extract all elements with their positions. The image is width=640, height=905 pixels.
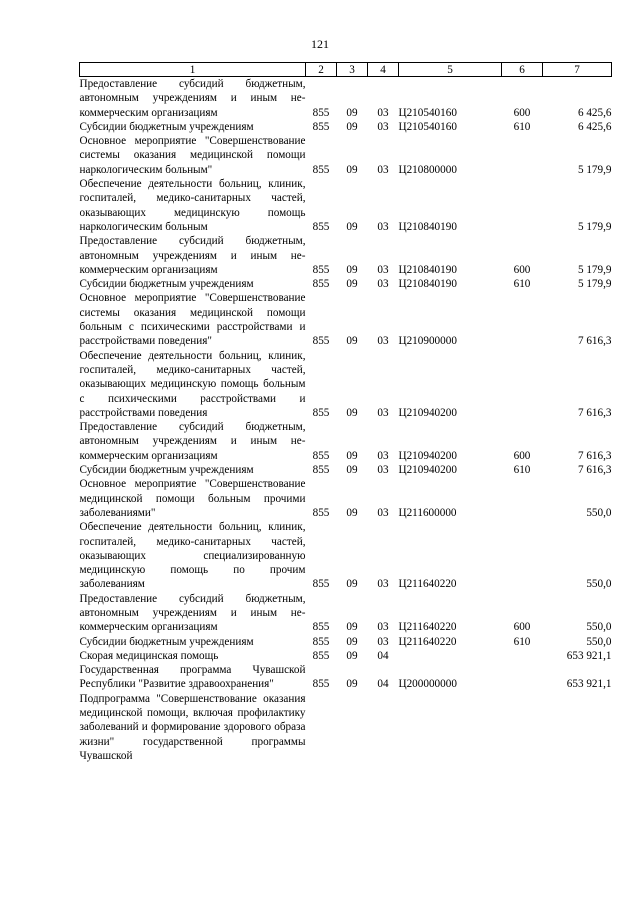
row-ministry-code: 855 xyxy=(312,263,330,276)
table-row xyxy=(80,692,612,763)
row-expense-type: 610 xyxy=(513,120,531,133)
row-subsection-code: 03 xyxy=(377,578,389,591)
row-subsection-code: 03 xyxy=(377,220,389,233)
row-expense-type: 600 xyxy=(513,263,531,276)
row-target-code: Ц211640220 xyxy=(398,621,457,634)
row-amount: 653 921,1 xyxy=(566,678,612,691)
row-description: Субсидии бюджетным учреждениям xyxy=(79,464,254,477)
row-expense-type: 600 xyxy=(513,621,531,634)
row-target-code: Ц210940200 xyxy=(398,406,457,419)
row-description: Предоставление субсидий бюджетным, автономным учреждениям и иным некоммерческим организациям xyxy=(79,235,306,276)
row-amount: 550,0 xyxy=(586,635,612,648)
row-expense-type: 610 xyxy=(513,635,531,648)
table-row xyxy=(80,663,612,692)
row-amount: 550,0 xyxy=(586,621,612,634)
row-ministry-code: 855 xyxy=(312,449,330,462)
row-ministry-code: 855 xyxy=(312,163,330,176)
row-description: Предоставление субсидий бюджетным, автономным учреждениям и иным некоммерческим организациям xyxy=(79,592,306,634)
row-section-code: 09 xyxy=(346,578,358,591)
row-description: Основное мероприятие "Совершенствование системы оказания медицинской помощи больным с психическими расстройствами и расстройствами поведения" xyxy=(79,292,306,348)
row-amount: 653 921,1 xyxy=(566,649,612,662)
row-section-code: 09 xyxy=(346,506,358,519)
row-amount: 7 616,3 xyxy=(577,449,612,462)
row-ministry-code: 855 xyxy=(312,649,330,662)
row-target-code: Ц210940200 xyxy=(398,464,457,477)
table-row xyxy=(80,234,612,277)
row-subsection-code: 03 xyxy=(377,635,389,648)
row-target-code: Ц210840190 xyxy=(398,278,457,291)
row-subsection-code: 03 xyxy=(377,120,389,133)
row-expense-type xyxy=(502,291,543,348)
row-target-code: Ц211640220 xyxy=(398,635,457,648)
row-ministry-code: 855 xyxy=(312,335,330,348)
table-row xyxy=(80,420,612,463)
row-section-code: 09 xyxy=(346,220,358,233)
row-ministry-code: 855 xyxy=(312,406,330,419)
row-expense-type xyxy=(502,134,543,177)
row-ministry-code: 855 xyxy=(312,106,330,119)
row-description: Субсидии бюджетным учреждениям xyxy=(79,278,254,291)
row-section-code: 09 xyxy=(346,621,358,634)
row-description: Субсидии бюджетным учреждениям xyxy=(79,120,254,133)
row-subsection-code: 03 xyxy=(377,335,389,348)
row-description: Основное мероприятие "Совершенствование медицинской помощи больным прочими заболеваниями" xyxy=(79,478,306,519)
row-expense-type xyxy=(502,477,543,520)
row-target-code xyxy=(399,649,502,663)
row-subsection-code: 03 xyxy=(377,163,389,176)
row-description: Обеспечение деятельности больниц, клиник, госпиталей, медико-санитарных частей, оказывающих медицинскую помощь больным с психическими расстройствами и расстройствами поведения xyxy=(79,349,306,419)
table-row xyxy=(80,649,612,663)
row-section-code: 09 xyxy=(346,635,358,648)
row-amount: 7 616,3 xyxy=(577,406,612,419)
row-description: Обеспечение деятельности больниц, клиник, госпиталей, медико-санитарных частей, оказывающих специализированную медицинскую помощь по прочим заболеваниям xyxy=(79,521,306,591)
table-row xyxy=(80,120,612,134)
page-number: 121 xyxy=(311,37,329,51)
row-section-code: 09 xyxy=(346,263,358,276)
table-row xyxy=(80,520,612,591)
row-target-code: Ц210540160 xyxy=(398,120,457,133)
row-expense-type xyxy=(502,649,543,663)
row-description: Предоставление субсидий бюджетным, автономным учреждениям и иным некоммерческим организациям xyxy=(79,421,306,462)
row-ministry-code: 855 xyxy=(312,278,330,291)
row-subsection-code: 03 xyxy=(377,464,389,477)
table-row xyxy=(80,477,612,520)
row-subsection-code: 03 xyxy=(377,621,389,634)
row-amount: 6 425,6 xyxy=(577,120,612,133)
row-expense-type: 600 xyxy=(513,106,531,119)
row-section-code: 09 xyxy=(346,335,358,348)
row-expense-type xyxy=(502,520,543,591)
row-target-code: Ц210800000 xyxy=(398,163,457,176)
row-amount: 7 616,3 xyxy=(577,464,612,477)
table-row xyxy=(80,77,612,120)
row-amount: 550,0 xyxy=(586,506,612,519)
row-ministry-code: 855 xyxy=(312,464,330,477)
row-amount: 550,0 xyxy=(586,578,612,591)
table-row xyxy=(80,592,612,635)
row-expense-type xyxy=(502,692,543,763)
row-ministry-code: 855 xyxy=(312,678,330,691)
row-target-code xyxy=(399,692,502,763)
budget-table xyxy=(79,62,612,763)
row-amount: 6 425,6 xyxy=(577,106,612,119)
row-subsection-code: 03 xyxy=(377,406,389,419)
row-subsection-code: 03 xyxy=(377,278,389,291)
row-subsection-code: 03 xyxy=(377,506,389,519)
row-subsection-code xyxy=(368,692,399,763)
column-header-2: 2 xyxy=(306,63,337,77)
column-header-4: 4 xyxy=(368,63,399,77)
row-target-code: Ц211640220 xyxy=(398,578,457,591)
row-expense-type: 600 xyxy=(513,449,531,462)
row-section-code: 09 xyxy=(346,106,358,119)
table-row xyxy=(80,177,612,234)
row-ministry-code: 855 xyxy=(312,635,330,648)
row-section-code: 09 xyxy=(346,406,358,419)
row-description: Субсидии бюджетным учреждениям xyxy=(79,635,254,648)
row-amount: 5 179,9 xyxy=(577,220,612,233)
row-description: Государственная программа Чувашской Республики "Развитие здравоохранения" xyxy=(79,664,306,691)
row-expense-type: 610 xyxy=(513,464,531,477)
column-header-7: 7 xyxy=(543,63,612,77)
row-section-code: 09 xyxy=(346,678,358,691)
row-expense-type xyxy=(502,663,543,692)
row-description: Скорая медицинская помощь xyxy=(79,649,219,662)
row-expense-type: 610 xyxy=(513,278,531,291)
row-subsection-code: 04 xyxy=(377,649,389,662)
row-target-code: Ц210840190 xyxy=(398,220,457,233)
row-expense-type xyxy=(502,177,543,234)
row-section-code: 09 xyxy=(346,120,358,133)
table-row xyxy=(80,635,612,649)
column-header-6: 6 xyxy=(502,63,543,77)
row-ministry-code: 855 xyxy=(312,578,330,591)
row-amount: 5 179,9 xyxy=(577,163,612,176)
row-amount: 7 616,3 xyxy=(577,335,612,348)
row-description: Обеспечение деятельности больниц, клиник, госпиталей, медико-санитарных частей, оказывающих медицинскую помощь наркологическим больным xyxy=(79,178,306,233)
row-section-code: 09 xyxy=(346,464,358,477)
row-subsection-code: 04 xyxy=(377,678,389,691)
row-ministry-code: 855 xyxy=(312,120,330,133)
row-target-code: Ц210900000 xyxy=(398,335,457,348)
row-expense-type xyxy=(502,349,543,420)
table-row xyxy=(80,134,612,177)
table-row xyxy=(80,463,612,477)
row-section-code: 09 xyxy=(346,649,358,662)
row-amount: 5 179,9 xyxy=(577,263,612,276)
column-header-1: 1 xyxy=(80,63,306,77)
header-row xyxy=(80,63,612,77)
row-amount xyxy=(543,692,612,763)
row-section-code: 09 xyxy=(346,278,358,291)
row-description: Предоставление субсидий бюджетным, автономным учреждениям и иным некоммерческим организациям xyxy=(79,78,306,119)
row-subsection-code: 03 xyxy=(377,449,389,462)
row-section-code: 09 xyxy=(346,449,358,462)
row-target-code: Ц200000000 xyxy=(398,678,457,691)
table-row xyxy=(80,349,612,420)
column-header-3: 3 xyxy=(337,63,368,77)
row-description: Основное мероприятие "Совершенствование системы оказания медицинской помощи наркологическим больным" xyxy=(79,135,306,176)
row-description: Подпрограмма "Совершенствование оказания медицинской помощи, включая профилактику заболеваний и формирование здорового образа жизни" государственной программы Чувашской xyxy=(79,692,306,762)
table-row xyxy=(80,291,612,348)
row-section-code: 09 xyxy=(346,163,358,176)
row-ministry-code xyxy=(306,692,337,763)
row-subsection-code: 03 xyxy=(377,106,389,119)
row-subsection-code: 03 xyxy=(377,263,389,276)
row-ministry-code: 855 xyxy=(312,506,330,519)
row-target-code: Ц210940200 xyxy=(398,449,457,462)
row-section-code xyxy=(337,692,368,763)
row-amount: 5 179,9 xyxy=(577,278,612,291)
column-header-5: 5 xyxy=(399,63,502,77)
row-target-code: Ц210540160 xyxy=(398,106,457,119)
row-ministry-code: 855 xyxy=(312,220,330,233)
row-ministry-code: 855 xyxy=(312,621,330,634)
table-row xyxy=(80,277,612,291)
row-target-code: Ц211600000 xyxy=(398,506,457,519)
row-target-code: Ц210840190 xyxy=(398,263,457,276)
